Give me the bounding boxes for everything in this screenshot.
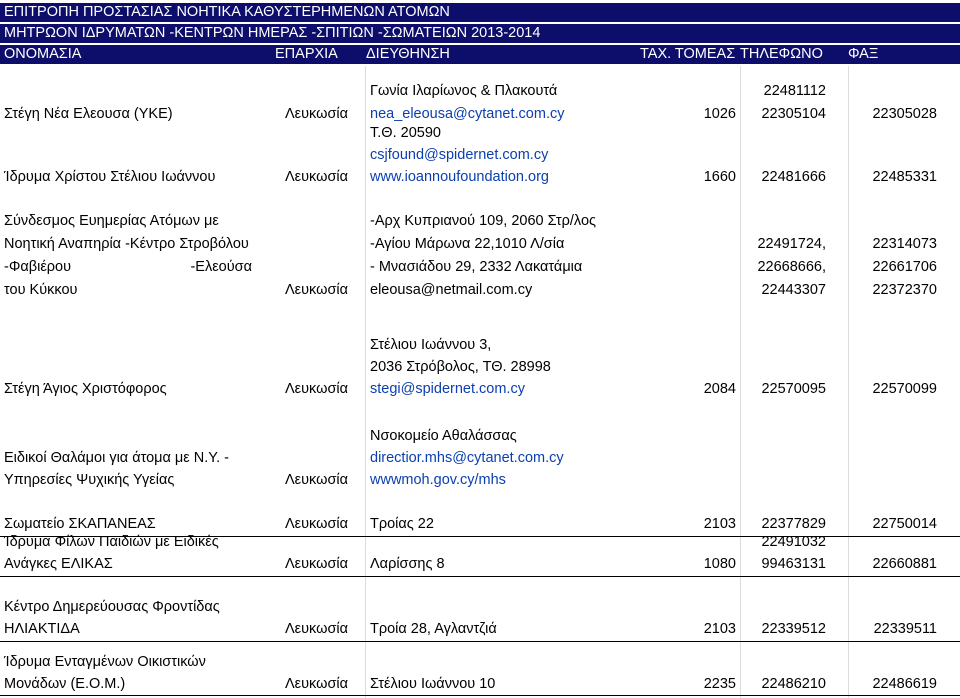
cell-province: Λευκωσία [284, 472, 348, 488]
cell-name: Νοητική Αναπηρία -Κέντρο Στροβόλου [4, 236, 249, 252]
cell-address: -Αρχ Κυπριανού 109, 2060 Στρ/λος [370, 213, 597, 229]
cell-name: Μονάδων (Ε.Ο.Μ.) [4, 676, 126, 692]
cell-postal: 1026 [703, 106, 736, 122]
cell-address: Στέλιου Ιωάννου 10 [370, 676, 496, 692]
cell-email[interactable]: csjfound@spidernet.com.cy [370, 147, 549, 163]
cell-name: Κέντρο Δημερεύουσας Φροντίδας [4, 599, 220, 615]
col-header-fax[interactable]: ΦΑΞ [848, 46, 879, 62]
cell-province: Λευκωσία [284, 106, 348, 122]
row-divider [0, 641, 960, 642]
cell-address: Λαρίσσης 8 [370, 556, 445, 572]
title-row-1 [0, 3, 960, 22]
cell-phone: 22481112 [763, 83, 826, 99]
cell-name: Ίδρυμα Χρίστου Στέλιου Ιωάννου [4, 169, 216, 185]
cell-province: Λευκωσία [284, 381, 348, 397]
cell-name: Ανάγκες ΕΛΙΚΑΣ [4, 556, 113, 572]
cell-fax: 22485331 [872, 169, 937, 185]
cell-phone: 22305104 [761, 106, 826, 122]
cell-fax: 22570099 [872, 381, 937, 397]
cell-phone: 99463131 [761, 556, 826, 572]
cell-phone: 22339512 [761, 621, 826, 637]
title-row-2 [0, 24, 960, 43]
cell-fax: 22314073 [872, 236, 937, 252]
cell-email[interactable]: nea_eleousa@cytanet.com.cy [370, 106, 565, 122]
cell-name: Υπηρεσίες Ψυχικής Υγείας [4, 472, 175, 488]
col-header-postal[interactable]: ΤΑΧ. ΤΟΜΕΑΣ [640, 46, 736, 62]
cell-fax: 22305028 [872, 106, 937, 122]
cell-address: Τροίας 22 [370, 516, 434, 532]
sheet-subtitle: ΜΗΤΡΩΟΝ ΙΔΡΥΜΑΤΩΝ -ΚΕΝΤΡΩΝ ΗΜΕΡΑΣ -ΣΠΙΤΙΩΝ -ΣΩΜΑΤΕΙΩΝ 2013-2014 [4, 25, 541, 41]
row-divider [0, 576, 960, 577]
col-header-phone[interactable]: ΤΗΛΕΦΩΝΟ [740, 46, 823, 62]
cell-name: Ειδικοί Θαλάμοι για άτομα με Ν.Υ. - [4, 450, 229, 466]
cell-name: του Κύκκου [4, 282, 78, 298]
cell-province: Λευκωσία [284, 556, 348, 572]
col-header-address[interactable]: ΔΙΕΥΘΗΝΣΗ [366, 46, 450, 62]
cell-phone: 22491032 [761, 534, 826, 550]
cell-address: Γωνία Ιλαρίωνος & Πλακουτά [370, 83, 558, 99]
cell-province: Λευκωσία [284, 516, 348, 532]
cell-name: -Φαβιέρου [4, 259, 72, 275]
sheet-title: ΕΠΙΤΡΟΠΗ ΠΡΟΣΤΑΣΙΑΣ ΝΟΗΤΙΚΑ ΚΑΘΥΣΤΕΡΗΜΕΝΩΝ ΑΤΟΜΩΝ [4, 4, 450, 20]
cell-address: Τροία 28, Αγλαντζιά [370, 621, 497, 637]
cell-address: Στέλιου Ιωάννου 3, [370, 337, 492, 353]
cell-website[interactable]: www.ioannoufoundation.org [370, 169, 549, 185]
cell-phone: 22668666, [757, 259, 826, 275]
cell-address: - Μνασιάδου 29, 2332 Λακατάμια [370, 259, 583, 275]
cell-phone: 22486210 [761, 676, 826, 692]
cell-address: -Αγίου Μάρωνα 22,1010 Λ/σία [370, 236, 565, 252]
cell-postal: 1080 [703, 556, 736, 572]
cell-province: Λευκωσία [284, 621, 348, 637]
cell-name: -Ελεούσα [190, 259, 252, 275]
cell-email[interactable]: stegi@spidernet.com.cy [370, 381, 525, 397]
cell-name: Στέγη Άγιος Χριστόφορος [4, 381, 167, 397]
cell-phone: 22570095 [761, 381, 826, 397]
col-header-province[interactable]: ΕΠΑΡΧΙΑ [275, 46, 338, 62]
cell-postal: 2103 [703, 516, 736, 532]
cell-name: ΗΛΙΑΚΤΙΔΑ [4, 621, 80, 637]
cell-fax: 22486619 [872, 676, 937, 692]
cell-fax: 22661706 [872, 259, 937, 275]
cell-address: 2036 Στρόβολος, ΤΘ. 28998 [370, 359, 551, 375]
cell-fax: 22660881 [872, 556, 937, 572]
cell-name: Σωματείο ΣΚΑΠΑΝΕΑΣ [4, 516, 156, 532]
cell-fax: 22372370 [872, 282, 937, 298]
cell-address: Τ.Θ. 20590 [370, 125, 441, 141]
cell-email[interactable]: eleousa@netmail.com.cy [370, 282, 533, 298]
cell-address: Νσοκομείο Αθαλάσσας [370, 428, 517, 444]
cell-name: Σύνδεσμος Ευημερίας Ατόμων με [4, 213, 219, 229]
cell-province: Λευκωσία [284, 282, 348, 298]
cell-postal: 1660 [703, 169, 736, 185]
cell-postal: 2103 [703, 621, 736, 637]
cell-name: Ίδρυμα Ενταγμένων Οικιστικών [4, 654, 206, 670]
col-header-name[interactable]: ΟΝΟΜΑΣΙΑ [4, 46, 82, 62]
cell-email[interactable]: directior.mhs@cytanet.com.cy [370, 450, 564, 466]
cell-name: Στέγη Νέα Ελεουσα (ΥΚΕ) [4, 106, 173, 122]
row-divider [0, 695, 960, 696]
cell-postal: 2235 [703, 676, 736, 692]
cell-fax: 22339511 [873, 621, 937, 637]
column-header-row [0, 45, 960, 64]
cell-phone: 22377829 [761, 516, 826, 532]
cell-province: Λευκωσία [284, 676, 348, 692]
cell-website[interactable]: wwwmoh.gov.cy/mhs [370, 472, 506, 488]
cell-phone: 22491724, [757, 236, 826, 252]
cell-phone: 22481666 [761, 169, 826, 185]
grid-line [365, 66, 366, 698]
cell-province: Λευκωσία [284, 169, 348, 185]
cell-name: Ίδρυμα Φίλων Παιδιών με Ειδικές [4, 534, 219, 550]
cell-phone: 22443307 [761, 282, 826, 298]
cell-postal: 2084 [703, 381, 736, 397]
cell-fax: 22750014 [872, 516, 937, 532]
